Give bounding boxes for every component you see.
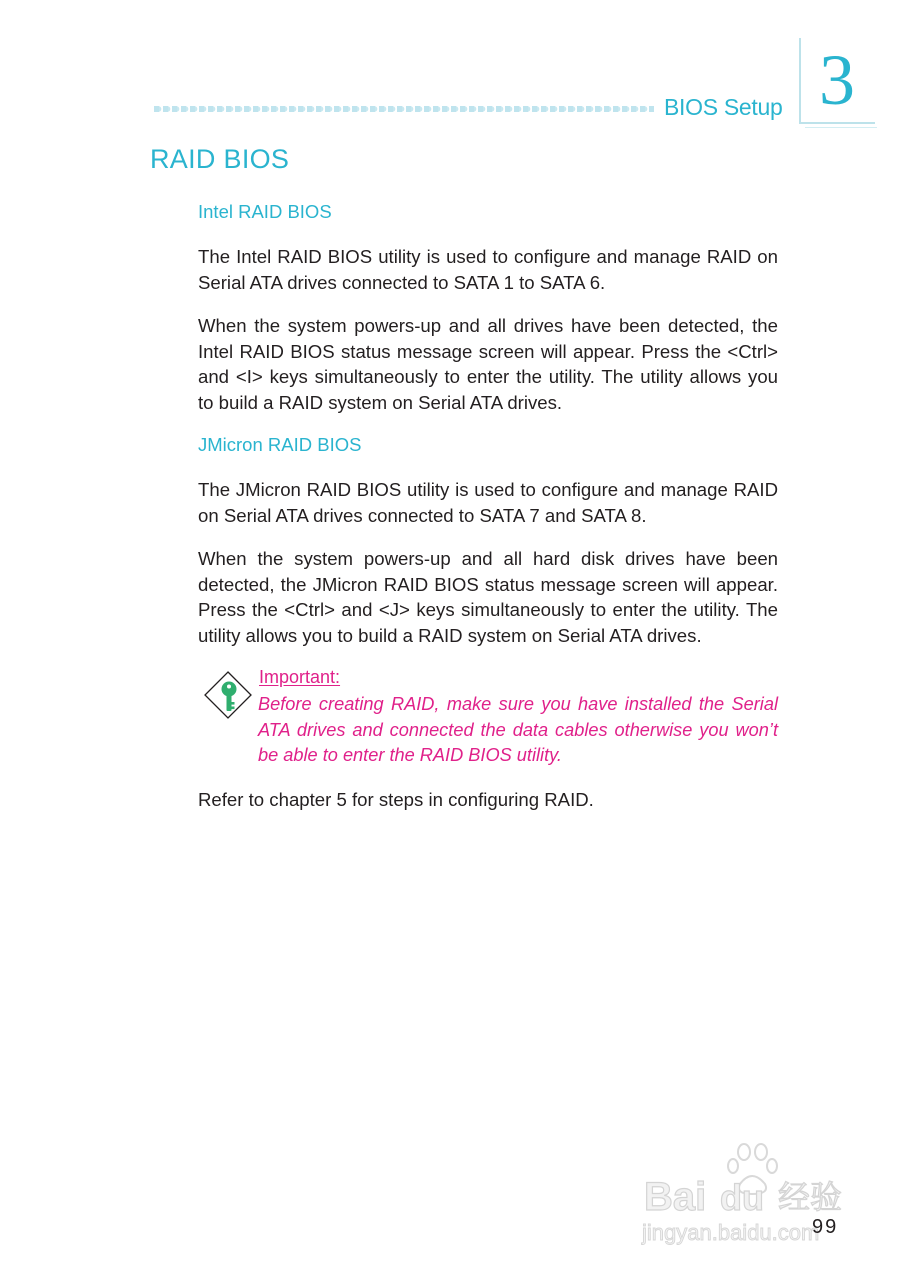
page-title: RAID BIOS (150, 144, 290, 174)
svg-text:Bai: Bai (644, 1175, 707, 1219)
baidu-watermark-logo (640, 1140, 855, 1260)
intel-paragraph-1: The Intel RAID BIOS utility is used to configure and manage RAID on Serial ATA drives connected to SATA 1 to SATA 6. (198, 246, 778, 293)
jmicron-paragraph-1: The JMicron RAID BIOS utility is used to configure and manage RAID on Serial ATA drives connected to SATA 7 and SATA 8. (198, 479, 778, 526)
key-icon (203, 670, 253, 720)
jmicron-paragraph-2: When the system powers-up and all hard disk drives have been detected, the JMicron RAID BIOS status message screen will appear. Press the <Ctrl> and <J> keys simultaneously to enter the utility. The utility allows you to build a RAID system on Serial ATA drives. (198, 548, 778, 646)
important-label: Important: (259, 667, 341, 687)
jmicron-raid-bios-heading: JMicron RAID BIOS (198, 434, 362, 455)
intel-paragraph-2: When the system powers-up and all drives have been detected, the Intel RAID BIOS status message screen will appear. Press the <Ctrl> and <I> keys simultaneously to enter the utility. The utility allows you to build a RAID system on Serial ATA drives. (198, 315, 778, 413)
svg-text:经验: 经验 (778, 1178, 843, 1216)
refer-paragraph: Refer to chapter 5 for steps in configuring RAID. (198, 789, 594, 810)
important-note-text: Before creating RAID, make sure you have installed the Serial ATA drives and connected the data cables otherwise you won’t be able to enter the RAID BIOS utility. (258, 694, 778, 765)
section-name: BIOS Setup (664, 94, 783, 120)
chapter-number: 3 (819, 40, 855, 120)
header-dotted-rule (154, 105, 654, 113)
page-number: 99 (812, 1216, 839, 1238)
intel-raid-bios-heading: Intel RAID BIOS (198, 201, 332, 222)
svg-text:du: du (720, 1177, 764, 1218)
svg-text:jingyan.baidu.com: jingyan.baidu.com (642, 1220, 820, 1245)
